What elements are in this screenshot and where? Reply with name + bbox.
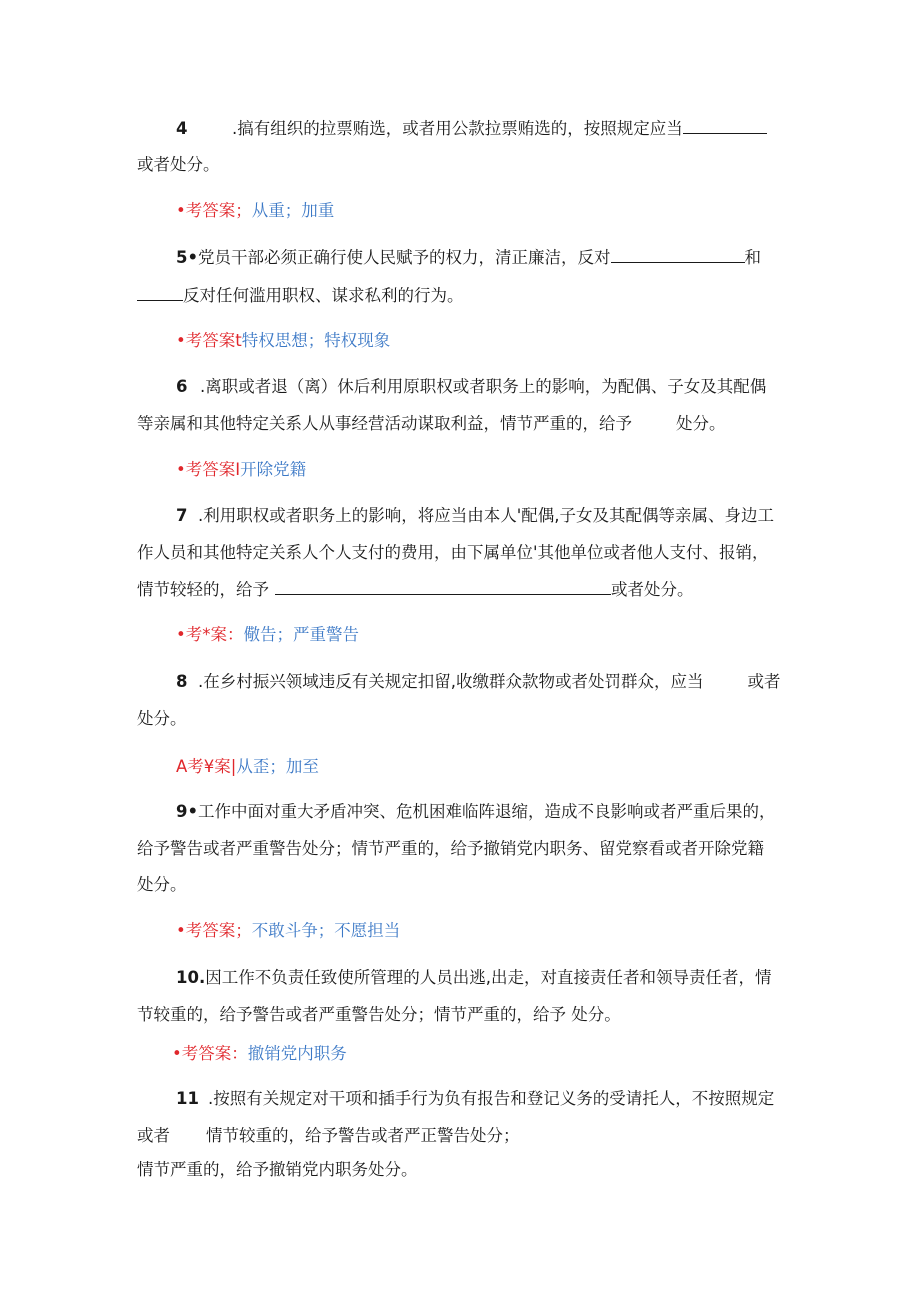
question-9-line-3: 处分。 [137, 875, 187, 894]
question-11-line-1: 11 .按照有关规定对干项和插手行为负有报告和登记义务的受请托人，不按照规定 [176, 1089, 775, 1108]
answer-blank [683, 117, 767, 134]
answer-blank [137, 284, 183, 301]
answer-4 [176, 200, 334, 222]
question-number: 8 [176, 672, 188, 691]
question-9-line-1: 9•工作中面对重大矛盾冲突、危机困难临阵退缩，造成不良影响或者严重后果的， [176, 802, 776, 821]
answer-label: •考答案： [172, 1044, 248, 1063]
question-10-line-2: 节较重的，给予警告或者严重警告处分；情节严重的，给予 处分。 [137, 1005, 621, 1024]
question-number: 10. [176, 968, 206, 987]
question-5-line-1: 5•党员干部必须正确行使人民赋予的权力，清正廉洁，反对 和 [176, 248, 762, 267]
answer-value: 儆告；严重警告 [243, 625, 359, 644]
answer-value: 开除党籍 [240, 460, 307, 479]
answer-value: 从重；加重 [251, 201, 335, 220]
answer-blank [611, 246, 745, 263]
answer-value: 撤销党内职务 [247, 1044, 347, 1063]
answer-9 [176, 920, 400, 942]
answer-8 [176, 756, 319, 778]
question-11-line-2: 或者 情节较重的，给予警告或者严正警告处分； [137, 1126, 520, 1145]
question-4-line-1: 4 .搞有组织的拉票贿选，或者用公款拉票贿选的，按照规定应当 [176, 117, 767, 140]
answer-label: •考答案； [176, 201, 252, 220]
question-number: 4 [176, 119, 188, 138]
question-7-line-1: 7 .利用职权或者职务上的影响，将应当由本人'配偶,子女及其配偶等亲属、身边工 [176, 506, 775, 525]
answer-blank [275, 578, 611, 595]
answer-label: A考¥案| [176, 757, 237, 776]
question-6-line-1: 6 .离职或者退（离）休后利用原职权或者职务上的影响，为配偶、子女及其配偶 [176, 377, 767, 396]
question-number: 7 [176, 506, 188, 525]
question-number: 9• [176, 802, 199, 821]
question-8-line-2: 处分。 [137, 709, 187, 728]
question-7-line-2: 作人员和其他特定关系人个人支付的费用，由下属单位'其他单位或者他人支付、报销， [137, 543, 769, 562]
question-9-line-2: 给予警告或者严重警告处分；情节严重的，给予撤销党内职务、留党察看或者开除党籍 [137, 839, 764, 858]
answer-label: •考答案； [176, 921, 252, 940]
answer-label: •考答案t [176, 331, 242, 350]
question-number: 11 [176, 1089, 199, 1108]
answer-7 [176, 624, 359, 646]
question-8-line-1: 8 .在乡村振兴领域违反有关规定扣留,收缴群众款物或者处罚群众，应当 或者 [176, 672, 781, 691]
question-10-line-1: 10.因工作不负责任致使所管理的人员出逃,出走，对直接责任者和领导责任者，情 [176, 968, 772, 987]
question-7-line-3: 情节较轻的，给予 或者处分。 [137, 580, 694, 599]
question-number: 6 [176, 377, 188, 396]
question-6-line-2: 等亲属和其他特定关系人从事经营活动谋取利益，情节严重的，给予 处分。 [137, 414, 726, 433]
answer-10 [172, 1043, 347, 1065]
answer-5 [176, 330, 390, 352]
question-number: 5• [176, 248, 199, 267]
answer-value: 特权思想；特权现象 [241, 331, 391, 350]
answer-label: •考答案I [176, 460, 241, 479]
question-5-line-2: 反对任何滥用职权、谋求私利的行为。 [137, 284, 464, 307]
question-4-line-2: 或者处分。 [137, 155, 220, 174]
question-11-line-3: 情节严重的，给予撤销党内职务处分。 [137, 1160, 418, 1179]
answer-label: •考*案： [176, 625, 244, 644]
answer-6 [176, 459, 306, 481]
answer-value: 从歪；加至 [236, 757, 319, 776]
answer-value: 不敢斗争；不愿担当 [251, 921, 401, 940]
